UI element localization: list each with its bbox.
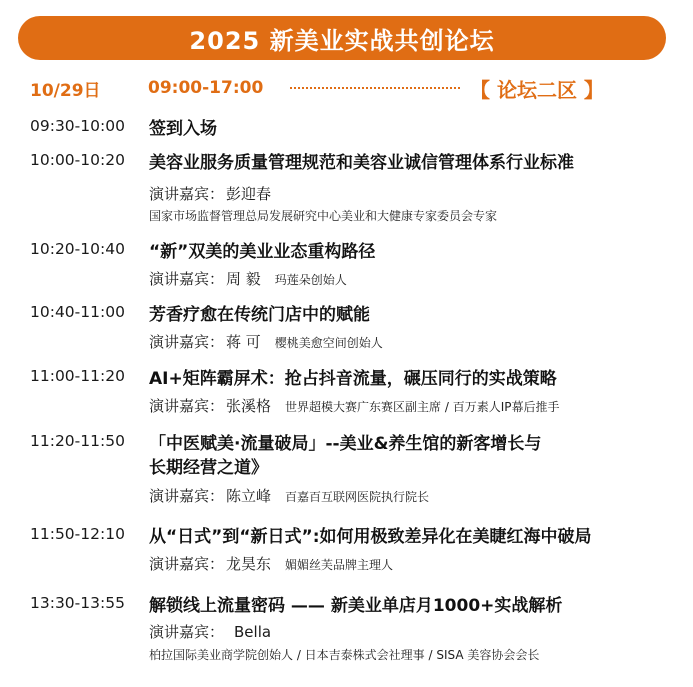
speaker-name: 陈立峰 bbox=[226, 487, 272, 505]
speaker-label: 演讲嘉宾： bbox=[149, 333, 225, 351]
date-time-line bbox=[30, 74, 670, 102]
agenda-title: 「中医赋美·流量破局」--美业&养生馆的新客增长与 bbox=[149, 434, 542, 454]
speaker-line bbox=[149, 331, 383, 352]
agenda-title: AI+矩阵霸屏术：抢占抖音流量，碾压同行的实战策略 bbox=[149, 369, 557, 389]
agenda-title: 解锁线上流量密码 —— 新美业单店月1000+实战解析 bbox=[149, 596, 563, 616]
event-time: 09:00-17:00 bbox=[148, 78, 264, 98]
forum-title: 2025 新美业实战共创论坛 bbox=[189, 26, 495, 55]
speaker-line bbox=[149, 553, 393, 574]
speaker-affiliation: 国家市场监督管理总局发展研究中心美业和大健康专家委员会专家 bbox=[149, 209, 498, 223]
speaker-label: 演讲嘉宾： bbox=[149, 397, 225, 415]
speaker-name: Bella bbox=[234, 623, 272, 641]
speaker-affiliation: 媚媚丝芙品牌主理人 bbox=[285, 558, 394, 572]
agenda-time: 11:50-12:10 bbox=[30, 525, 125, 543]
dotted-divider bbox=[290, 87, 460, 89]
event-date: 10/29日 bbox=[30, 80, 101, 101]
speaker-name: 张溪格 bbox=[226, 397, 272, 415]
agenda-time: 10:00-10:20 bbox=[30, 151, 125, 169]
agenda-time: 10:40-11:00 bbox=[30, 303, 125, 321]
speaker-name: 周 毅 bbox=[226, 270, 261, 288]
speaker-line bbox=[149, 621, 271, 642]
speaker-name: 彭迎春 bbox=[226, 185, 272, 203]
speaker-affiliation: 柏拉国际美业商学院创始人 / 日本吉泰株式会社理事 / SISA 美容协会会长 bbox=[149, 648, 540, 662]
agenda-time: 11:20-11:50 bbox=[30, 432, 125, 450]
speaker-label: 演讲嘉宾： bbox=[149, 185, 225, 203]
speaker-name: 蒋 可 bbox=[226, 333, 261, 351]
agenda-title: 美容业服务质量管理规范和美容业诚信管理体系行业标准 bbox=[149, 153, 574, 173]
agenda-title: 芳香疗愈在传统门店中的赋能 bbox=[149, 305, 370, 325]
speaker-affiliation: 百嘉百互联网医院执行院长 bbox=[285, 490, 430, 504]
speaker-label: 演讲嘉宾： bbox=[149, 555, 225, 573]
speaker-line bbox=[149, 268, 347, 289]
speaker-line bbox=[149, 395, 559, 416]
agenda-title: “新”双美的美业业态重构路径 bbox=[149, 242, 376, 262]
speaker-label: 演讲嘉宾： bbox=[149, 623, 225, 641]
agenda-title: 从“日式”到“新日式”:如何用极致差异化在美睫红海中破局 bbox=[149, 527, 592, 547]
agenda-title: 签到入场 bbox=[149, 119, 217, 139]
speaker-name: 龙昊东 bbox=[226, 555, 272, 573]
agenda-time: 13:30-13:55 bbox=[30, 594, 125, 612]
agenda-title-continued: 长期经营之道》 bbox=[149, 458, 268, 478]
agenda-time: 09:30-10:00 bbox=[30, 117, 125, 135]
speaker-affiliation: 樱桃美愈空间创始人 bbox=[274, 336, 383, 350]
forum-zone: 【 论坛二区 】 bbox=[470, 77, 604, 102]
speaker-line bbox=[149, 485, 429, 506]
speaker-affiliation: 玛莲朵创始人 bbox=[274, 273, 347, 287]
agenda-time: 11:00-11:20 bbox=[30, 367, 125, 385]
speaker-label: 演讲嘉宾： bbox=[149, 487, 225, 505]
speaker-label: 演讲嘉宾： bbox=[149, 270, 225, 288]
agenda-time: 10:20-10:40 bbox=[30, 240, 125, 258]
speaker-line bbox=[149, 183, 271, 204]
speaker-affiliation: 世界超模大赛广东赛区副主席 / 百万素人IP幕后推手 bbox=[285, 400, 560, 414]
forum-title-banner bbox=[18, 16, 666, 60]
